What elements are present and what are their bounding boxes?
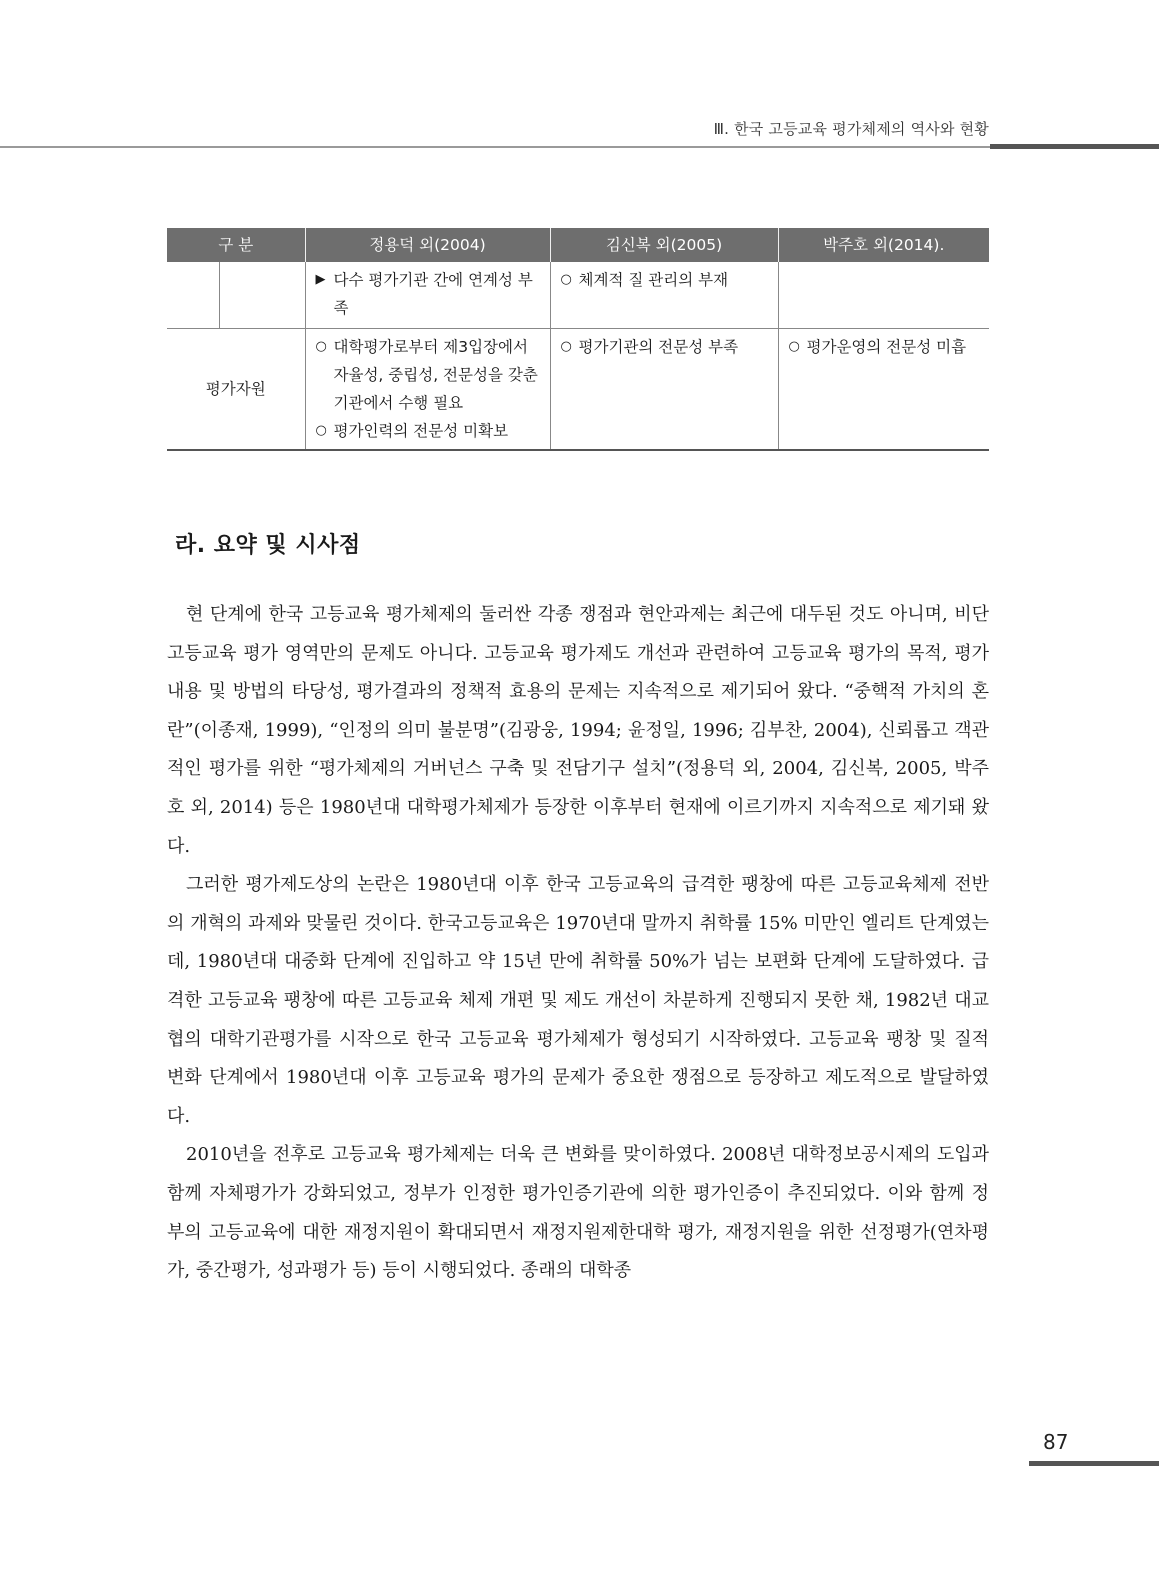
- cell-jung-row1: [305, 262, 550, 329]
- list-item: ○ 대학평가로부터 제3입장에서 자율성, 중립성, 전문성을 갖춘 기관에서 수행 필요: [312, 333, 544, 417]
- header-jung-2004: 정용덕 외(2004): [305, 228, 550, 262]
- category-cell-continued: [167, 262, 305, 329]
- circle-bullet-icon: ○: [315, 423, 327, 438]
- circle-bullet-icon: ○: [315, 339, 327, 354]
- list-item: ○ 체계적 질 관리의 부재: [557, 266, 772, 294]
- circle-bullet-icon: ○: [788, 339, 800, 354]
- cell-kim-row2: [550, 329, 778, 451]
- section-title: 라. 요약 및 시사점: [175, 533, 361, 558]
- list-item: ○ 평가기관의 전문성 부족: [557, 333, 772, 361]
- table-row: [167, 329, 989, 451]
- table-row: [167, 262, 989, 329]
- header-park-2014: 박주호 외(2014).: [778, 228, 989, 262]
- circle-bullet-icon: ○: [560, 339, 572, 354]
- cell-park-row2: [778, 329, 989, 451]
- paragraph: 현 단계에 한국 고등교육 평가체제의 둘러싼 각종 쟁점과 현안과제는 최근에 대두된 것도 아니며, 비단 고등교육 평가 영역만의 문제도 아니다. 고등교육 평가제도 개선과 관련하여 고등교육 평가의 목적, 평가 내용 및 방법의 타당성, 평가결과의 정책적 효용의 문제는 지속적으로 제기되어 왔다. “중핵적 가치의 혼란”(이종재, 1999), “인정의 의미 불분명”(김광웅, 1994; 윤정일, 1996; 김부찬, 2004), 신뢰롭고 객관적인 평가를 위한 “평가체제의 거버넌스 구축 및 전담기구 설치”(정용덕 외, 2004, 김신복, 2005, 박주호 외, 2014) 등은 1980년대 대학평가체제가 등장한 이후부터 현재에 이르기까지 지속적으로 제기돼 왔다.: [167, 604, 989, 857]
- cell-kim-row1: [550, 262, 778, 329]
- paragraph: 그러한 평가제도상의 논란은 1980년대 이후 한국 고등교육의 급격한 팽창에 따른 고등교육체제 전반의 개혁의 과제와 맞물린 것이다. 한국고등교육은 1970년대 말까지 취학률 15% 미만인 엘리트 단계였는데, 1980년대 대중화 단계에 진입하고 약 15년 만에 취학률 50%가 넘는 보편화 단계에 도달하였다. 급격한 고등교육 팽창에 따른 고등교육 체제 개편 및 제도 개선이 차분하게 진행되지 못한 채, 1982년 대교협의 대학기관평가를 시작으로 한국 고등교육 평가체제가 형성되기 시작하였다. 고등교육 팽창 및 질적 변화 단계에서 1980년대 이후 고등교육 평가의 문제가 중요한 쟁점으로 등장하고 제도적으로 발달하였다.: [167, 874, 989, 1127]
- cell-park-row1: [778, 262, 989, 329]
- list-item: ○ 평가인력의 전문성 미확보: [312, 417, 544, 445]
- header-category: 구 분: [167, 228, 305, 262]
- body-text: [167, 596, 989, 1291]
- running-header: Ⅲ. 한국 고등교육 평가체제의 역사와 현황: [713, 120, 989, 138]
- row-label-evaluation-resources: 평가자원: [167, 329, 305, 451]
- header-rule: [0, 146, 990, 148]
- circle-bullet-icon: ○: [560, 272, 572, 287]
- list-item: ▶ 다수 평가기관 간에 연계성 부족: [312, 266, 544, 322]
- page-number: 87: [1043, 1430, 1069, 1454]
- list-item: ○ 평가운영의 전문성 미흡: [785, 333, 984, 361]
- cell-jung-row2: [305, 329, 550, 451]
- table-header-row: [167, 228, 989, 262]
- header-rule-accent: [990, 144, 1159, 149]
- paragraph: 2010년을 전후로 고등교육 평가체제는 더욱 큰 변화를 맞이하였다. 2008년 대학정보공시제의 도입과 함께 자체평가가 강화되었고, 정부가 인정한 평가인증기관에 의한 평가인증이 추진되었다. 이와 함께 정부의 고등교육에 대한 재정지원이 확대되면서 재정지원제한대학 평가, 재정지원을 위한 선정평가(연차평가, 중간평가, 성과평가 등) 등이 시행되었다. 종래의 대학종: [167, 1144, 989, 1282]
- comparison-table: [167, 228, 989, 451]
- header-kim-2005: 김신복 외(2005): [550, 228, 778, 262]
- triangle-bullet-icon: ▶: [315, 272, 326, 287]
- footer-rule: [1029, 1461, 1159, 1466]
